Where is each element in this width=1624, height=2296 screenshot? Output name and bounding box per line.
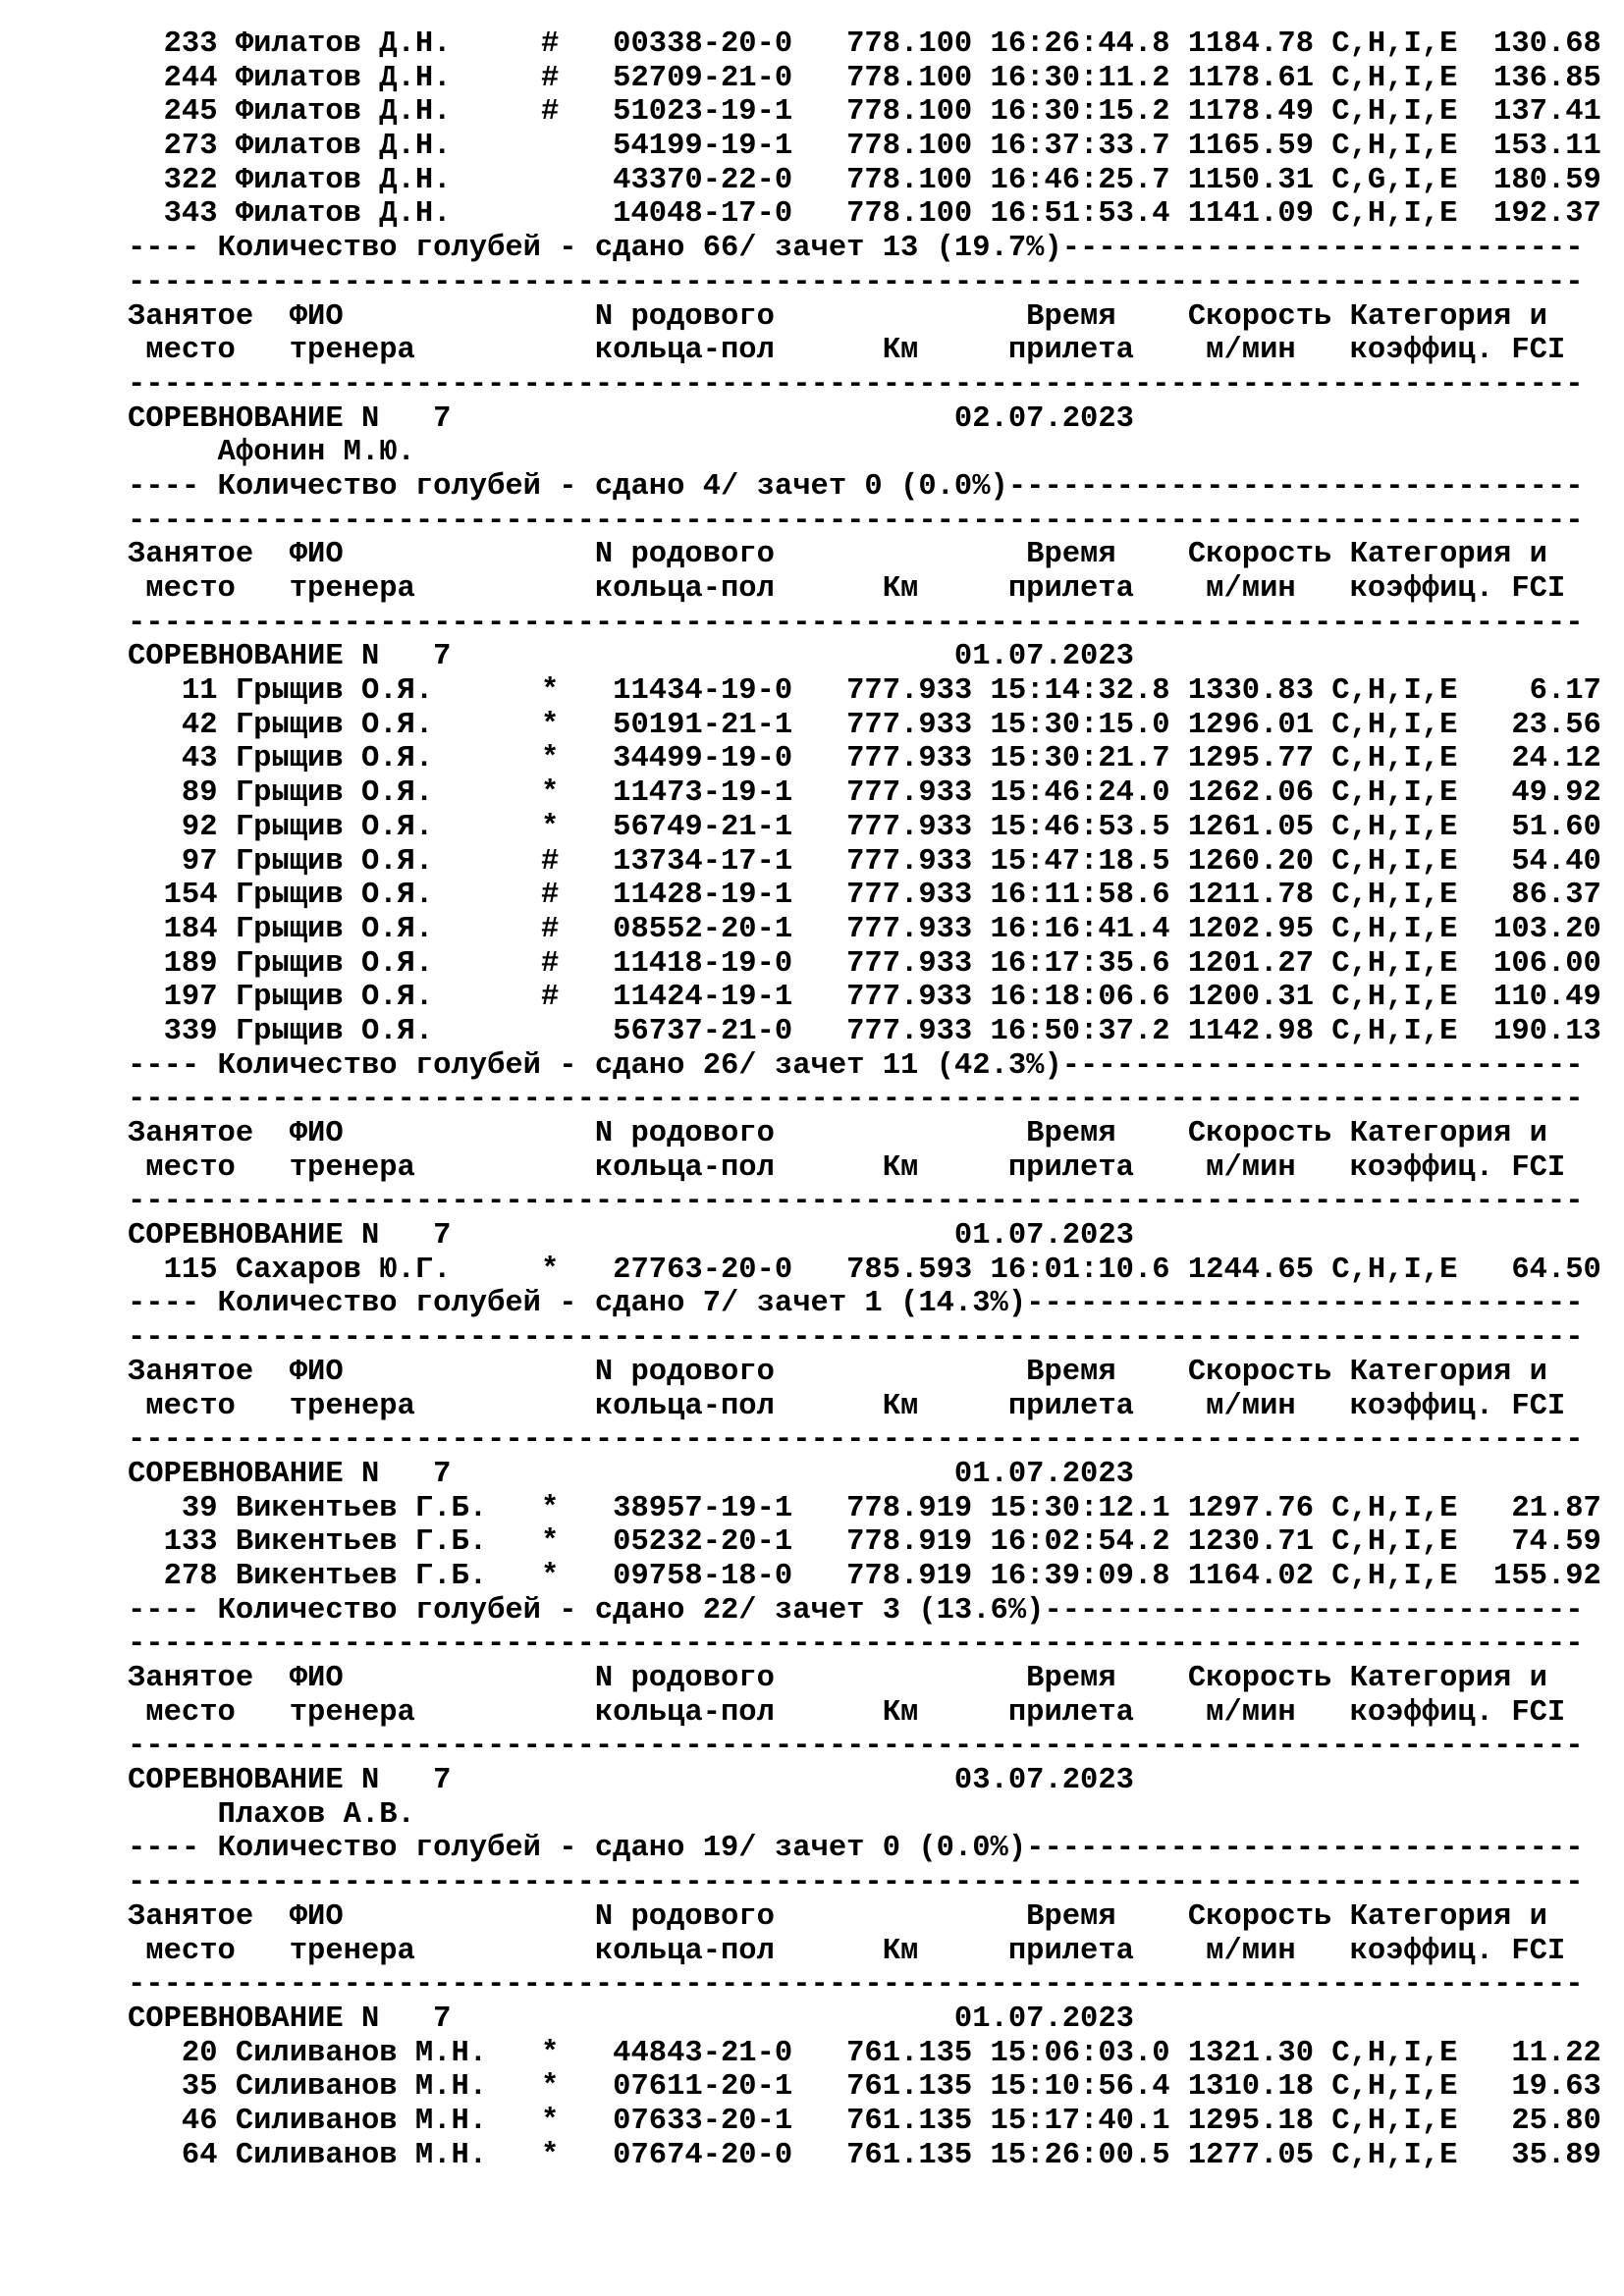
document-line: 339 Грыщив О.Я. 56737-21-0 777.933 16:50:37.2 1142.98 C,H,I,E 190.13 <box>128 1014 1601 1048</box>
document-line: ---- Количество голубей - сдано 19/ зачет 0 (0.0%)------------------------------- <box>128 1832 1584 1866</box>
document-line: место тренера кольца-пол Км прилета м/мин коэффиц. FCI <box>128 1150 1566 1185</box>
document-line: 11 Грыщив О.Я. * 11434-19-0 777.933 15:14:32.8 1330.83 C,H,I,E 6.17 <box>128 674 1601 709</box>
document-line: 46 Силиванов М.Н. * 07633-20-1 761.135 15:17:40.1 1295.18 C,H,I,E 25.80 <box>128 2104 1601 2138</box>
document-line: 184 Грыщив О.Я. # 08552-20-1 777.933 16:16:41.4 1202.95 C,H,I,E 103.20 <box>128 912 1601 946</box>
document-line: ---- Количество голубей - сдано 22/ зачет 3 (13.6%)------------------------------ <box>128 1593 1584 1628</box>
document-line: 92 Грыщив О.Я. * 56749-21-1 777.933 15:46:53.5 1261.05 C,H,I,E 51.60 <box>128 810 1601 844</box>
document-line: --------------------------------------------------------------------------------- <box>128 367 1584 401</box>
document-line: 233 Филатов Д.Н. # 00338-20-0 778.100 16:26:44.8 1184.78 C,H,I,E 130.68 <box>128 27 1601 61</box>
document-line: 39 Викентьев Г.Б. * 38957-19-1 778.919 15:30:12.1 1297.76 C,H,I,E 21.87 <box>128 1491 1601 1525</box>
document-line: --------------------------------------------------------------------------------- <box>128 1083 1584 1117</box>
document-line: 42 Грыщив О.Я. * 50191-21-1 777.933 15:30:15.0 1296.01 C,H,I,E 23.56 <box>128 708 1601 742</box>
document-line: 197 Грыщив О.Я. # 11424-19-1 777.933 16:18:06.6 1200.31 C,H,I,E 110.49 <box>128 981 1601 1015</box>
results-printout <box>128 27 1601 2172</box>
document-line: Занятое ФИО N родового Время Скорость Категория и <box>128 299 1547 334</box>
document-line: --------------------------------------------------------------------------------- <box>128 1866 1584 1900</box>
document-line: Занятое ФИО N родового Время Скорость Категория и <box>128 1662 1547 1695</box>
document-line: 64 Силиванов М.Н. * 07674-20-0 761.135 15:26:00.5 1277.05 C,H,I,E 35.89 <box>128 2138 1601 2172</box>
document-line: Афонин М.Ю. <box>128 436 415 470</box>
document-line: место тренера кольца-пол Км прилета м/мин коэффиц. FCI <box>128 1389 1566 1423</box>
document-line: 115 Сахаров Ю.Г. * 27763-20-0 785.593 16:01:10.6 1244.65 C,H,I,E 64.50 <box>128 1253 1601 1287</box>
document-line: СОРЕВНОВАНИЕ N 7 02.07.2023 <box>128 401 1134 436</box>
document-line: 20 Силиванов М.Н. * 44843-21-0 761.135 15:06:03.0 1321.30 C,H,I,E 11.22 <box>128 2036 1601 2070</box>
document-line: --------------------------------------------------------------------------------- <box>128 1321 1584 1356</box>
document-line: ---- Количество голубей - сдано 7/ зачет 1 (14.3%)------------------------------- <box>128 1287 1584 1321</box>
document-line: 89 Грыщив О.Я. * 11473-19-1 777.933 15:46:24.0 1262.06 C,H,I,E 49.92 <box>128 776 1601 811</box>
document-line: Занятое ФИО N родового Время Скорость Категория и <box>128 1355 1547 1389</box>
document-line: СОРЕВНОВАНИЕ N 7 03.07.2023 <box>128 1764 1134 1798</box>
document-line: Занятое ФИО N родового Время Скорость Категория и <box>128 538 1547 572</box>
document-line: Занятое ФИО N родового Время Скорость Категория и <box>128 1899 1547 1934</box>
document-line: --------------------------------------------------------------------------------- <box>128 1423 1584 1458</box>
document-line: 278 Викентьев Г.Б. * 09758-18-0 778.919 16:39:09.8 1164.02 C,H,I,E 155.92 <box>128 1559 1601 1593</box>
document-line: СОРЕВНОВАНИЕ N 7 01.07.2023 <box>128 1457 1134 1491</box>
document-line: 154 Грыщив О.Я. # 11428-19-1 777.933 16:11:58.6 1211.78 C,H,I,E 86.37 <box>128 879 1601 913</box>
document-line: --------------------------------------------------------------------------------- <box>128 1730 1584 1764</box>
document-line: ---- Количество голубей - сдано 26/ зачет 11 (42.3%)----------------------------- <box>128 1048 1584 1083</box>
document-line: 97 Грыщив О.Я. # 13734-17-1 777.933 15:47:18.5 1260.20 C,H,I,E 54.40 <box>128 844 1601 879</box>
document-line: 244 Филатов Д.Н. # 52709-21-0 778.100 16:30:11.2 1178.61 C,H,I,E 136.85 <box>128 61 1601 95</box>
document-line: СОРЕВНОВАНИЕ N 7 01.07.2023 <box>128 2002 1134 2036</box>
document-line: 133 Викентьев Г.Б. * 05232-20-1 778.919 16:02:54.2 1230.71 C,H,I,E 74.59 <box>128 1525 1601 1560</box>
document-line: 35 Силиванов М.Н. * 07611-20-1 761.135 15:10:56.4 1310.18 C,H,I,E 19.63 <box>128 2070 1601 2105</box>
document-line: --------------------------------------------------------------------------------- <box>128 1185 1584 1219</box>
document-line: 189 Грыщив О.Я. # 11418-19-0 777.933 16:17:35.6 1201.27 C,H,I,E 106.00 <box>128 946 1601 981</box>
document-line: 245 Филатов Д.Н. # 51023-19-1 778.100 16:30:15.2 1178.49 C,H,I,E 137.41 <box>128 95 1601 130</box>
document-line: ---- Количество голубей - сдано 66/ зачет 13 (19.7%)----------------------------- <box>128 232 1584 266</box>
document-line: 273 Филатов Д.Н. 54199-19-1 778.100 16:37:33.7 1165.59 C,H,I,E 153.11 <box>128 130 1601 164</box>
document-line: --------------------------------------------------------------------------------- <box>128 265 1584 299</box>
document-line: --------------------------------------------------------------------------------- <box>128 504 1584 538</box>
document-line: место тренера кольца-пол Км прилета м/мин коэффиц. FCI <box>128 334 1566 368</box>
document-line: --------------------------------------------------------------------------------- <box>128 1628 1584 1662</box>
document-line: Занятое ФИО N родового Время Скорость Категория и <box>128 1117 1547 1150</box>
document-line: СОРЕВНОВАНИЕ N 7 01.07.2023 <box>128 1219 1134 1254</box>
document-line: место тренера кольца-пол Км прилета м/мин коэффиц. FCI <box>128 1934 1566 1968</box>
document-line: место тренера кольца-пол Км прилета м/мин коэффиц. FCI <box>128 1695 1566 1730</box>
document-line: 322 Филатов Д.Н. 43370-22-0 778.100 16:46:25.7 1150.31 C,G,I,E 180.59 <box>128 163 1601 197</box>
document-line: --------------------------------------------------------------------------------- <box>128 1968 1584 2002</box>
document-line: место тренера кольца-пол Км прилета м/мин коэффиц. FCI <box>128 572 1566 606</box>
document-line: Плахов А.В. <box>128 1797 415 1832</box>
document-line: СОРЕВНОВАНИЕ N 7 01.07.2023 <box>128 640 1134 674</box>
document-line: 43 Грыщив О.Я. * 34499-19-0 777.933 15:30:21.7 1295.77 C,H,I,E 24.12 <box>128 742 1601 776</box>
document-line: --------------------------------------------------------------------------------- <box>128 606 1584 640</box>
document-line: ---- Количество голубей - сдано 4/ зачет 0 (0.0%)-------------------------------- <box>128 469 1584 504</box>
document-line: 343 Филатов Д.Н. 14048-17-0 778.100 16:51:53.4 1141.09 C,H,I,E 192.37 <box>128 197 1601 232</box>
